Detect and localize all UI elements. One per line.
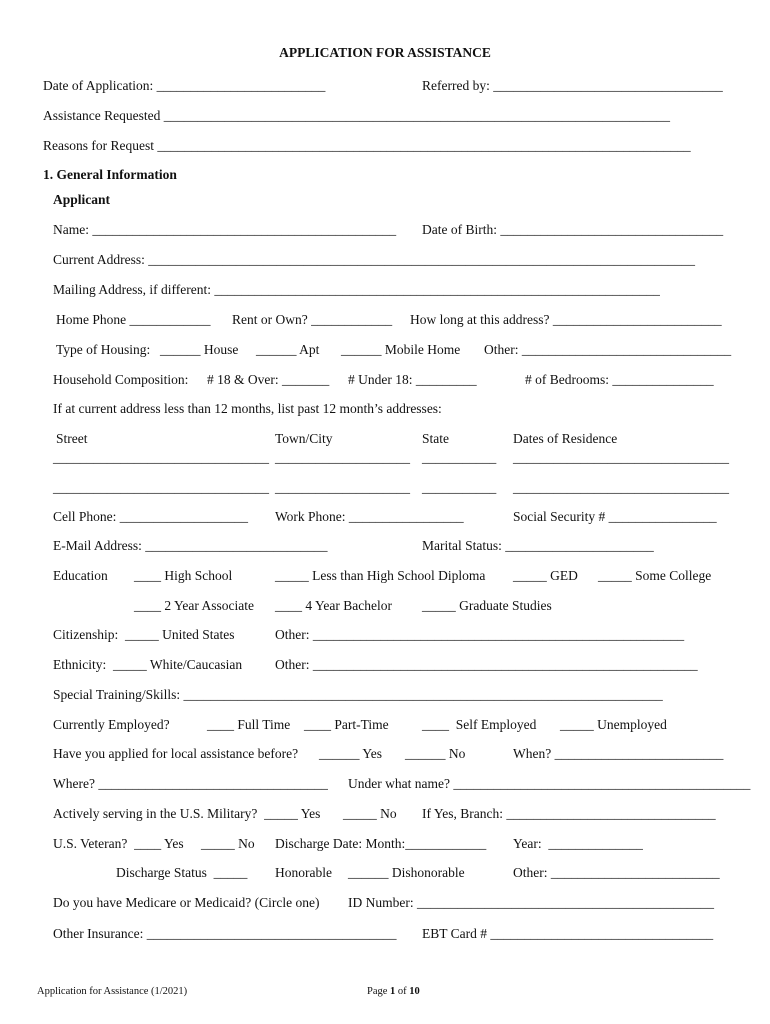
employment-part-time-option[interactable]: ____ Part-Time [304,717,389,732]
currently-employed-label: Currently Employed? [53,717,170,732]
date-of-application-field[interactable]: Date of Application: _________________________ [43,78,326,93]
applied-before-label: Have you applied for local assistance before? [53,746,299,761]
address-column-street: Street [56,431,88,446]
citizenship-other-field[interactable]: Other: _______________________________________________________ [275,627,685,642]
citizenship-field[interactable]: Citizenship: _____ United States [53,627,235,642]
footer-page-number [367,984,420,1000]
employment-unemployed-option[interactable]: _____ Unemployed [560,717,667,732]
education-less-than-hs-option[interactable]: _____ Less than High School Diploma [275,568,486,583]
military-no-option[interactable]: _____ No [343,806,397,821]
employment-full-time-option[interactable]: ____ Full Time [207,717,291,732]
social-security-field[interactable]: Social Security # ________________ [513,509,717,524]
type-of-housing-label: Type of Housing: [56,342,151,357]
mailing-address-field[interactable]: Mailing Address, if different: __________________________________________________________________ [53,282,660,297]
address-row-2-state[interactable]: ___________ [422,480,497,495]
address-column-state: State [422,431,449,446]
page-title: APPLICATION FOR ASSISTANCE [279,45,491,60]
bedrooms-field[interactable]: # of Bedrooms: _______________ [525,372,714,387]
where-field[interactable]: Where? __________________________________ [53,776,328,791]
housing-house-option[interactable]: ______ House [160,342,239,357]
housing-other-field[interactable]: Other: _______________________________ [484,342,732,357]
marital-status-field[interactable]: Marital Status: ______________________ [422,538,654,553]
military-yes-field[interactable]: Actively serving in the U.S. Military? _____ Yes [53,806,321,821]
rent-or-own-field[interactable]: Rent or Own? ____________ [232,312,393,327]
education-2yr-option[interactable]: ____ 2 Year Associate [134,598,254,613]
ebt-card-field[interactable]: EBT Card # _________________________________ [422,926,714,941]
housing-mobile-home-option[interactable]: ______ Mobile Home [341,342,461,357]
discharge-dishonorable-option[interactable]: ______ Dishonorable [348,865,465,880]
page-current: 1 [390,986,396,997]
name-field[interactable]: Name: _____________________________________________ [53,222,397,237]
over-18-field[interactable]: # 18 & Over: _______ [207,372,330,387]
address-row-2-street[interactable]: ________________________________ [53,480,269,495]
household-composition-label: Household Composition: [53,372,189,387]
other-insurance-field[interactable]: Other Insurance: _____________________________________ [53,926,397,941]
education-some-college-option[interactable]: _____ Some College [598,568,712,583]
housing-apt-option[interactable]: ______ Apt [256,342,320,357]
how-long-field[interactable]: How long at this address? _________________________ [410,312,722,327]
past-addresses-note: If at current address less than 12 months, list past 12 month’s addresses: [53,401,442,416]
home-phone-field[interactable]: Home Phone ____________ [56,312,211,327]
discharge-other-field[interactable]: Other: _________________________ [513,865,720,880]
veteran-no-option[interactable]: _____ No [201,836,255,851]
address-row-2-dates[interactable]: ________________________________ [513,480,729,495]
education-4yr-option[interactable]: ____ 4 Year Bachelor [275,598,392,613]
education-ged-option[interactable]: _____ GED [513,568,578,583]
work-phone-field[interactable]: Work Phone: _________________ [275,509,464,524]
employment-self-employed-option[interactable]: ____ Self Employed [422,717,537,732]
email-field[interactable]: E-Mail Address: ___________________________ [53,538,328,553]
assistance-requested-field[interactable]: Assistance Requested ___________________________________________________________________________ [43,108,670,123]
applied-when-field[interactable]: When? _________________________ [513,746,724,761]
current-address-field[interactable]: Current Address: _________________________________________________________________________________ [53,252,695,267]
veteran-yes-field[interactable]: U.S. Veteran? ____ Yes [53,836,184,851]
special-training-field[interactable]: Special Training/Skills: _______________________________________________________________________ [53,687,663,702]
reasons-for-request-field[interactable]: Reasons for Request _______________________________________________________________________________ [43,138,691,153]
military-branch-field[interactable]: If Yes, Branch: _______________________________ [422,806,716,821]
address-column-town: Town/City [275,431,333,446]
education-high-school-option[interactable]: ____ High School [134,568,233,583]
applied-before-yes-option[interactable]: ______ Yes [319,746,383,761]
address-row-1-town[interactable]: ____________________ [275,450,410,465]
education-label: Education [53,568,108,583]
page-total: 10 [409,986,420,997]
education-graduate-option[interactable]: _____ Graduate Studies [422,598,552,613]
referred-by-field[interactable]: Referred by: __________________________________ [422,78,723,93]
section-heading: 1. General Information [43,167,177,182]
address-row-1-dates[interactable]: ________________________________ [513,450,729,465]
footer-form-id: Application for Assistance (1/2021) [37,986,188,997]
page-of: of [395,986,410,997]
ethnicity-field[interactable]: Ethnicity: _____ White/Caucasian [53,657,243,672]
id-number-field[interactable]: ID Number: ____________________________________________ [348,895,714,910]
address-row-2-town[interactable]: ____________________ [275,480,410,495]
applied-before-no-option[interactable]: ______ No [405,746,466,761]
discharge-status-field[interactable]: Discharge Status _____ [116,865,248,880]
discharge-year-field[interactable]: Year: ______________ [513,836,643,851]
page-prefix: Page [367,986,391,997]
address-column-dates: Dates of Residence [513,431,618,446]
medicare-medicaid-label: Do you have Medicare or Medicaid? (Circle one) [53,895,320,910]
address-row-1-street[interactable]: ________________________________ [53,450,269,465]
discharge-date-field[interactable]: Discharge Date: Month:____________ [275,836,487,851]
under-18-field[interactable]: # Under 18: _________ [348,372,477,387]
discharge-honorable-label: Honorable [275,865,332,880]
address-row-1-state[interactable]: ___________ [422,450,497,465]
section-subheading: Applicant [53,192,111,207]
date-of-birth-field[interactable]: Date of Birth: _________________________________ [422,222,724,237]
under-what-name-field[interactable]: Under what name? ____________________________________________ [348,776,751,791]
ethnicity-other-field[interactable]: Other: _________________________________________________________ [275,657,698,672]
cell-phone-field[interactable]: Cell Phone: ___________________ [53,509,248,524]
